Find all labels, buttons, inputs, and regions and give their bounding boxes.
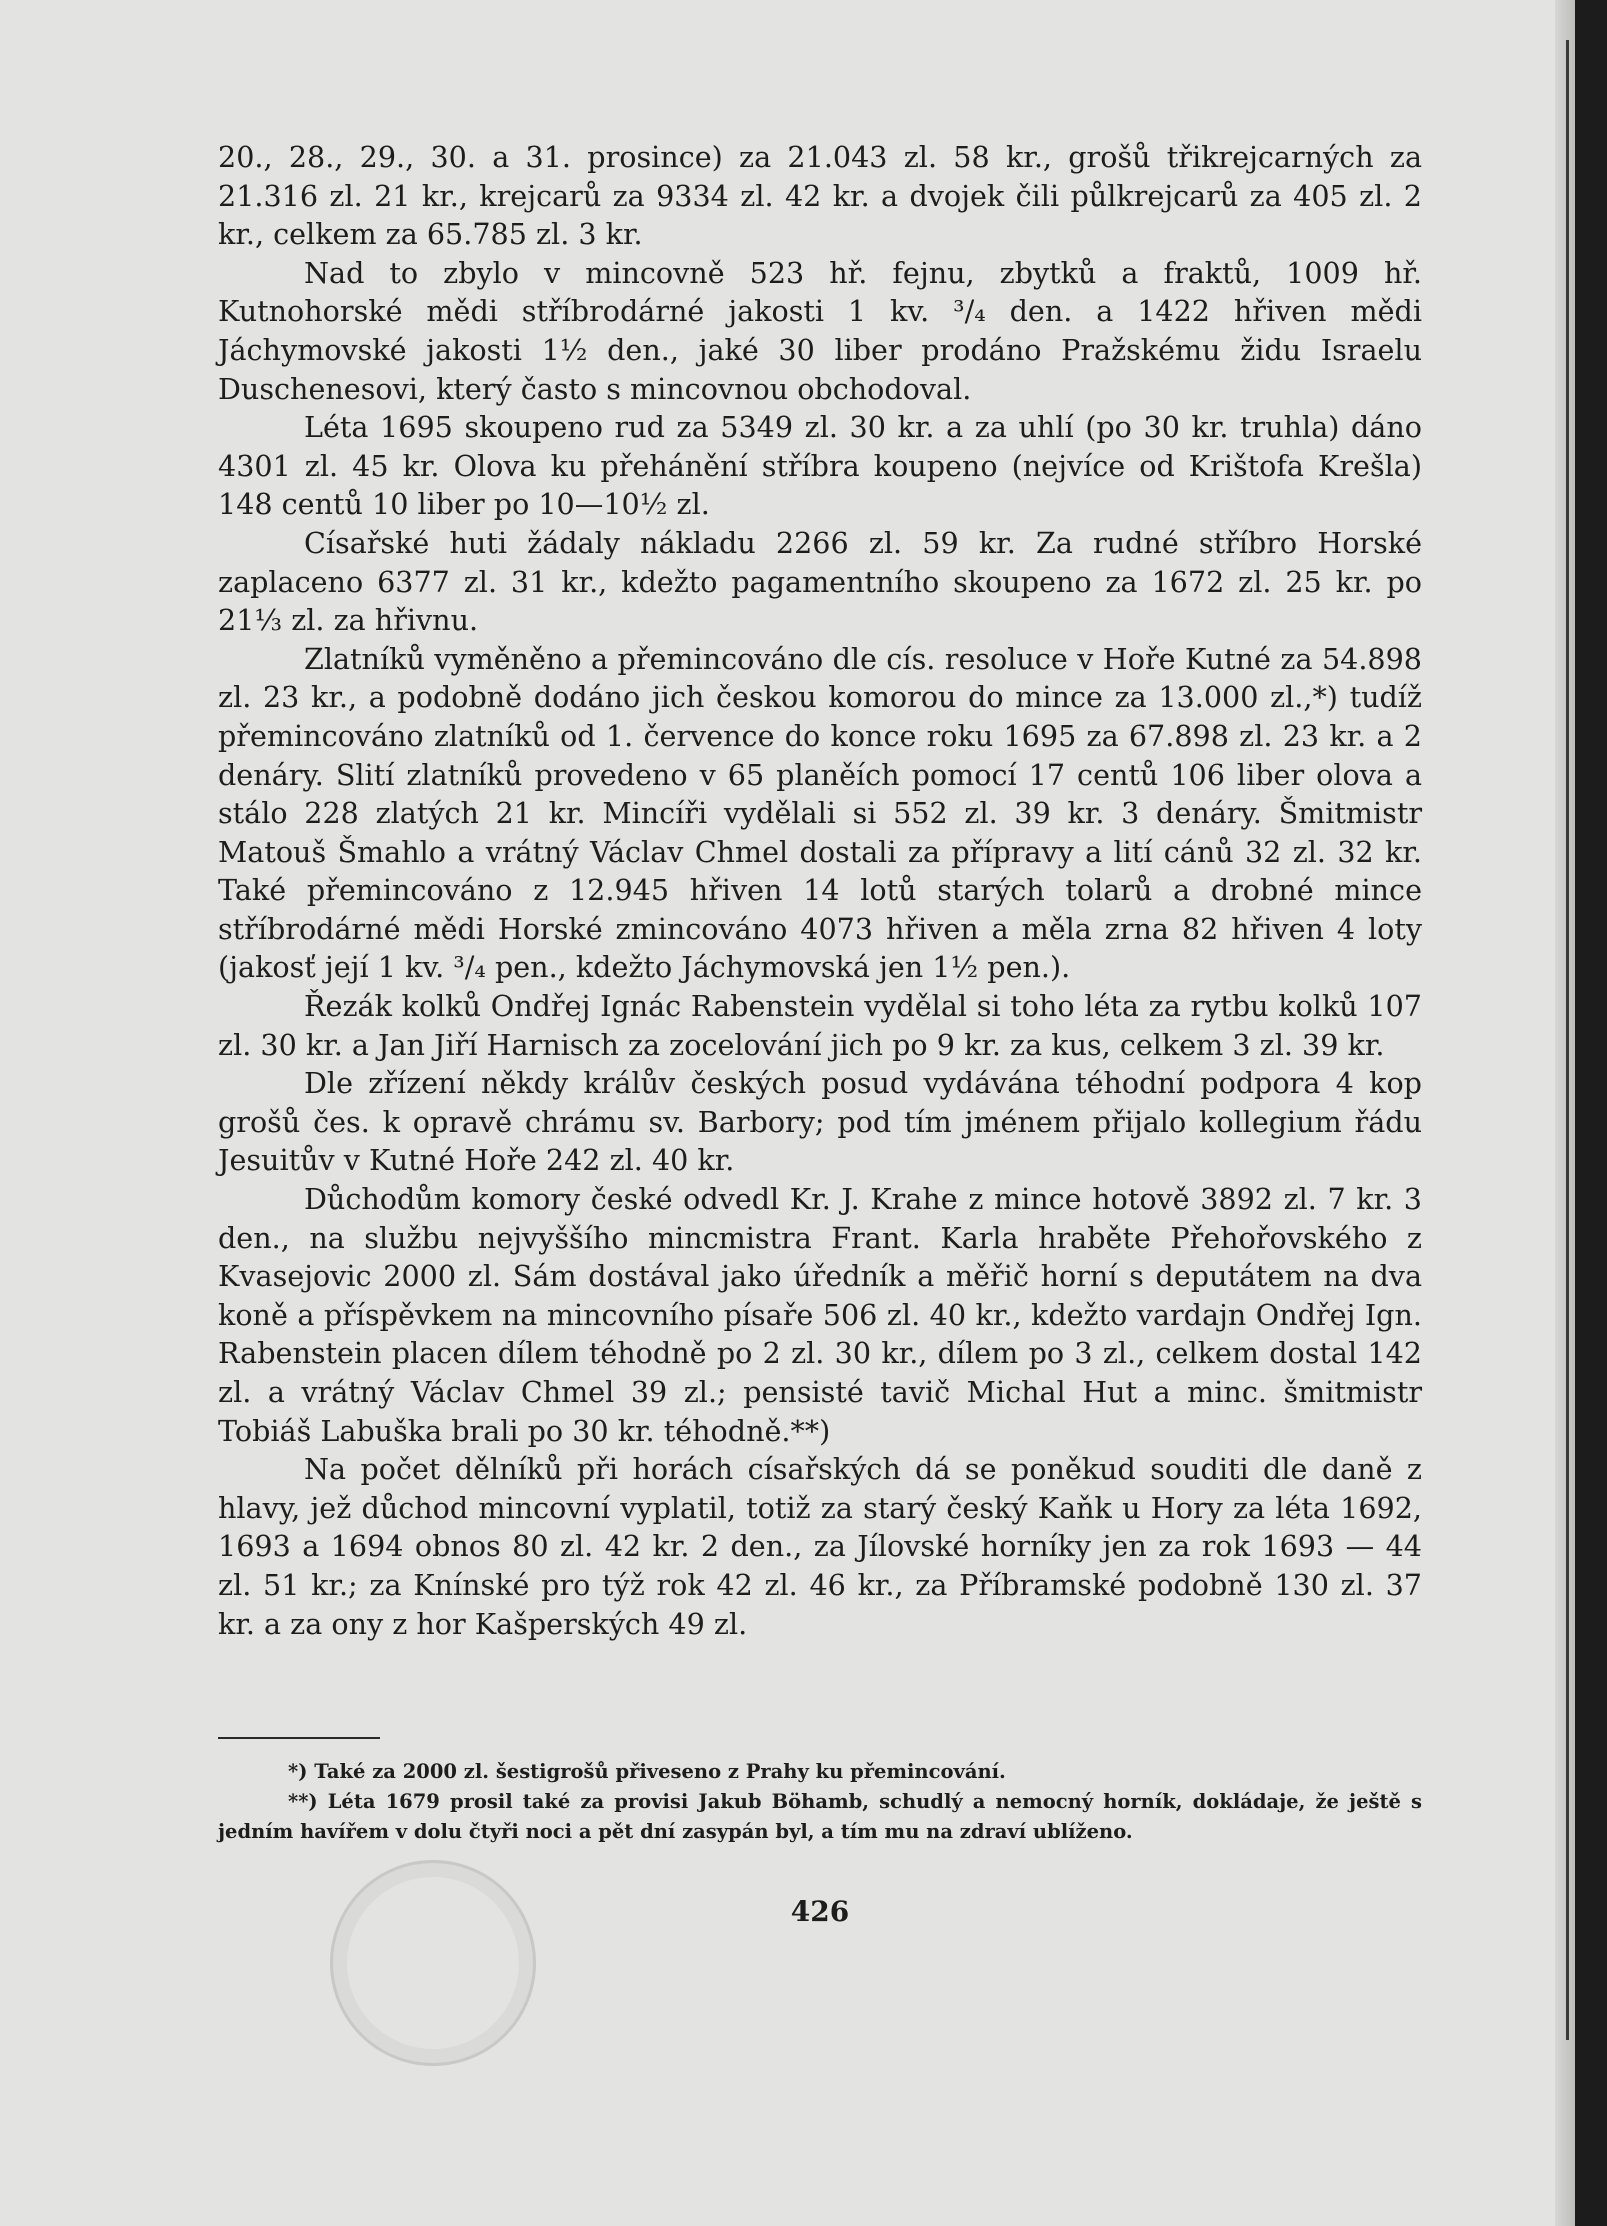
footnotes — [218, 1757, 1422, 1847]
paragraph: 20., 28., 29., 30. a 31. prosince) za 21.043 zl. 58 kr., grošů třikrejcarných za 21.316 zl. 21 kr., krejcarů za 9334 zl. 42 kr. a dvojek čili půlkrejcarů za 405 zl. 2 kr., celkem za 65.785 zl. 3 kr. — [218, 140, 1422, 252]
paragraph: Důchodům komory české odvedl Kr. J. Krahe z mince hotově 3892 zl. 7 kr. 3 den., na službu nejvyššího mincmistra Frant. Karla hraběte Přehořovského z Kvasejovic 2000 zl. Sám dostával jako úředník a měřič horní s deputátem na dva koně a příspěvkem na mincovního písaře 506 zl. 40 kr., kdežto vardajn Ondřej Ign. Rabenstein placen dílem téhodně po 2 zl. 30 kr., dílem po 3 zl., celkem dostal 142 zl. a vrátný Václav Chmel 39 zl.; pensisté tavič Michal Hut a minc. šmitmistr Tobiáš Labuška brali po 30 kr. téhodně.**) — [218, 1182, 1422, 1448]
paragraph: Nad to zbylo v mincovně 523 hř. fejnu, zbytků a fraktů, 1009 hř. Kutnohorské mědi stříbrodárné jakosti 1 kv. ³/₄ den. a 1422 hřiven mědi Jáchymovské jakosti 1½ den., jaké 30 liber prodáno Pražskému židu Israelu Duschenesovi, který často s mincovnou obchodoval. — [218, 255, 1422, 406]
paragraph: Na počet dělníků při horách císařských dá se poněkud souditi dle daně z hlavy, jež důchod mincovní vyplatil, totiž za starý český Kaňk u Hory za léta 1692, 1693 a 1694 obnos 80 zl. 42 kr. 2 den., za Jílovské horníky jen za rok 1693 — 44 zl. 51 kr.; za Knínské pro týž rok 42 zl. 46 kr., za Příbramské podobně 130 zl. 37 kr. a za ony z hor Kašperských 49 zl. — [218, 1452, 1422, 1641]
page-number: 426 — [790, 1895, 850, 1928]
paragraph: Léta 1695 skoupeno rud za 5349 zl. 30 kr. a za uhlí (po 30 kr. truhla) dáno 4301 zl. 45 kr. Olova ku přehánění stříbra koupeno (nejvíce od Krištofa Krešla) 148 centů 10 liber po 10—10½ zl. — [218, 410, 1422, 522]
paragraph: Řezák kolků Ondřej Ignác Rabenstein vydělal si toho léta za rytbu kolků 107 zl. 30 kr. a Jan Jiří Harnisch za zocelování jich po 9 kr. za kus, celkem 3 zl. 39 kr. — [218, 989, 1422, 1062]
page-spine-shadow — [1555, 0, 1575, 2226]
paragraph: Dle zřízení někdy králův českých posud vydávána téhodní podpora 4 kop grošů čes. k opravě chrámu sv. Barbory; pod tím jménem přijalo kollegium řádu Jesuitův v Kutné Hoře 242 zl. 40 kr. — [218, 1066, 1422, 1178]
footnote: *) Také za 2000 zl. šestigrošů přiveseno z Prahy ku přemincování. — [288, 1760, 1006, 1783]
body-text — [218, 138, 1422, 1643]
scan-border — [1575, 0, 1607, 2226]
footnote: **) Léta 1679 prosil také za provisi Jakub Böhamb, schudlý a nemocný horník, dokládaje, že ještě s jedním havířem v dolu čtyři noci a pět dní zasypán byl, a tím mu na zdraví ublíženo. — [218, 1790, 1422, 1843]
binding-edge — [1566, 40, 1569, 2040]
footnote-divider — [218, 1737, 380, 1739]
paragraph: Císařské huti žádaly nákladu 2266 zl. 59 kr. Za rudné stříbro Horské zaplaceno 6377 zl. 31 kr., kdežto pagamentního skoupeno za 1672 zl. 25 kr. po 21⅓ zl. za hřivnu. — [218, 525, 1422, 638]
paragraph: Zlatníků vyměněno a přemincováno dle cís. resoluce v Hoře Kutné za 54.898 zl. 23 kr., a podobně dodáno jich českou komorou do mince za 13.000 zl.,*) tudíž přemincováno zlatníků od 1. července do konce roku 1695 za 67.898 zl. 23 kr. a 2 denáry. Slití zlatníků provedeno v 65 planěích pomocí 17 centů 106 liber olova a stálo 228 zlatých 21 kr. Mincíři vydělali si 552 zl. 39 kr. 3 denáry. Šmitmistr Matouš Šmahlo a vrátný Václav Chmel dostali za přípravy a lití cánů 32 zl. 32 kr. Také přemincováno z 12.945 hřiven 14 lotů starých tolarů a drobné mince stříbrodárné mědi Horské zmincováno 4073 hřiven a měla zrna 82 hřiven 4 loty (jakosť její 1 kv. ³/₄ pen., kdežto Jáchymovská jen 1½ pen.). — [218, 641, 1422, 985]
faded-library-stamp — [330, 1860, 536, 2066]
